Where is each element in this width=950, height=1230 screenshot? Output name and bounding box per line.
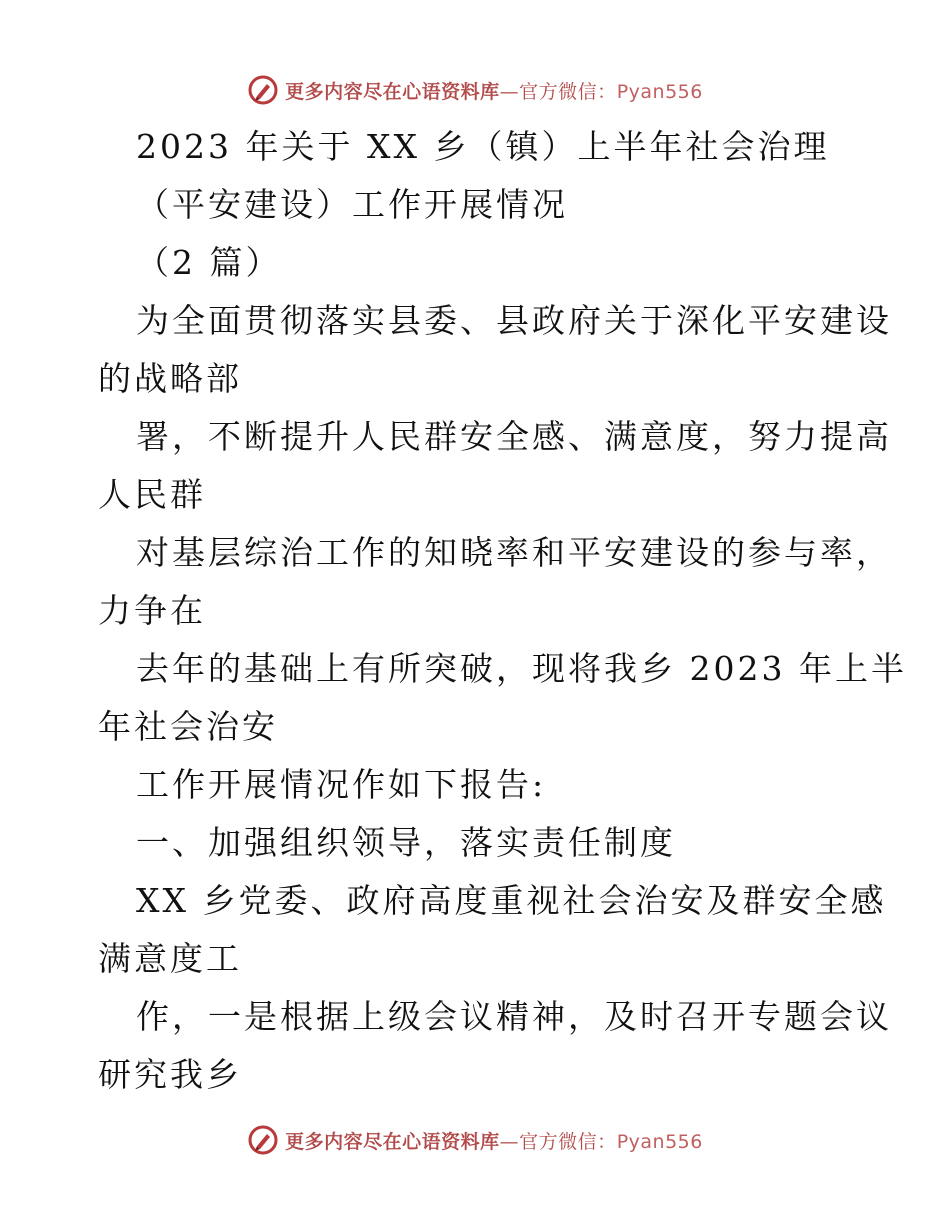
doc-line: 年社会治安 xyxy=(98,707,278,746)
doc-line: （平安建设）工作开展情况 xyxy=(136,185,568,224)
doc-line: XX 乡党委、政府高度重视社会治安及群安全感 xyxy=(136,881,887,920)
watermark-separator: — xyxy=(499,80,520,103)
doc-line: 为全面贯彻落实县委、县政府关于深化平安建设 xyxy=(136,301,892,340)
watermark-main: 更多内容尽在心语资料库 xyxy=(285,80,500,103)
doc-line: 力争在 xyxy=(98,591,206,630)
watermark-id: Pyan556 xyxy=(616,1130,703,1153)
pen-logo-icon xyxy=(247,74,279,106)
header-watermark xyxy=(0,68,950,112)
watermark-text xyxy=(285,77,703,104)
doc-line: 作，一是根据上级会议精神，及时召开专题会议 xyxy=(136,997,892,1036)
doc-line: 研究我乡 xyxy=(98,1055,242,1094)
watermark-label: 官方微信： xyxy=(519,80,617,103)
doc-line: 一、加强组织领导，落实责任制度 xyxy=(136,823,676,862)
doc-line: 去年的基础上有所突破，现将我乡 2023 年上半 xyxy=(136,649,907,688)
doc-line: （2 篇） xyxy=(136,243,282,282)
doc-line: 人民群 xyxy=(98,475,206,514)
doc-line: 的战略部 xyxy=(98,359,242,398)
pen-logo-icon xyxy=(247,1124,279,1156)
watermark-separator: — xyxy=(499,1130,520,1153)
footer-watermark xyxy=(0,1118,950,1162)
document-body xyxy=(98,118,907,1104)
watermark-label: 官方微信： xyxy=(519,1130,617,1153)
doc-line: 2023 年关于 XX 乡（镇）上半年社会治理 xyxy=(136,127,830,166)
doc-line: 署，不断提升人民群安全感、满意度，努力提高 xyxy=(136,417,892,456)
watermark-id: Pyan556 xyxy=(616,80,703,103)
watermark-text xyxy=(285,1127,703,1154)
watermark-main: 更多内容尽在心语资料库 xyxy=(285,1130,500,1153)
doc-line: 工作开展情况作如下报告: xyxy=(136,765,547,804)
doc-line: 满意度工 xyxy=(98,939,242,978)
doc-line: 对基层综治工作的知晓率和平安建设的参与率， xyxy=(136,533,892,572)
